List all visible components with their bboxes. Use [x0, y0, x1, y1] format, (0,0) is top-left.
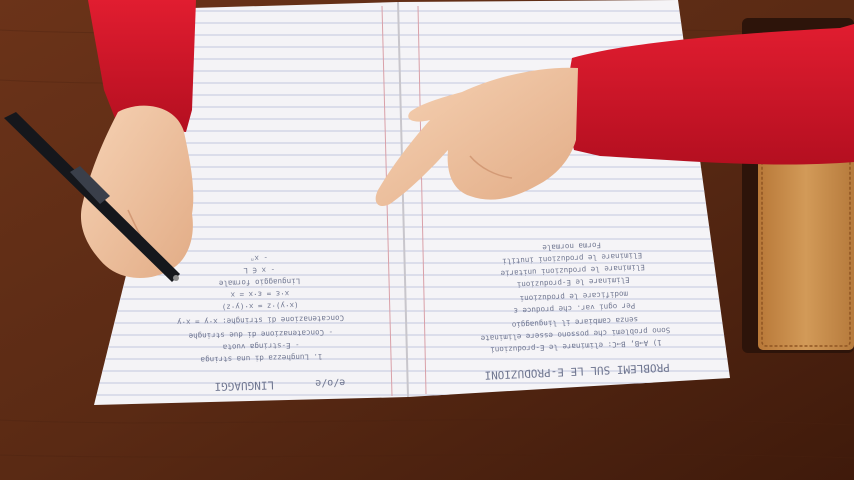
left-line-1: - E-stringa vuota: [222, 340, 300, 352]
right-line-7: Eliminare le produzioni inutili: [502, 250, 643, 266]
right-line-3: Per ogni var. che produce ε: [513, 301, 636, 316]
left-line-8: - xⁿ: [249, 253, 269, 263]
left-page-heading-suffix: e/o/e: [314, 376, 346, 389]
right-line-0: 1) A→B, B→C: eliminare le E-produzioni: [490, 338, 662, 355]
right-line-4: modificare le produzioni: [519, 289, 629, 304]
left-line-0: 1. Lunghezza di una stringa: [200, 352, 323, 365]
right-page-heading: PROBLEMI SUL LE E-PRODUZIONI: [484, 360, 671, 382]
left-line-4: (x·y)·z = x·(y·z): [221, 300, 299, 312]
right-line-1: Sono problemi che possono essere eliminate: [480, 325, 671, 343]
right-line-8: Forma normale: [542, 240, 602, 253]
left-line-5: x·ε = ε·x = x: [230, 288, 290, 300]
right-line-2: senza cambiare il linguaggio: [511, 315, 639, 330]
right-line-5: Eliminare le E-produzioni: [516, 275, 630, 290]
left-page-heading: LINGUAGGI: [214, 378, 275, 393]
left-line-2: - Concatenazione di due stringhe: [188, 327, 334, 341]
right-line-6: Eliminare le produzioni unitarie: [500, 262, 646, 279]
left-line-7: - x ∈ L: [243, 265, 276, 276]
left-line-3: Concatenazione di stringhe: x·y = x·y: [176, 313, 345, 327]
left-line-6: Linguaggio formale: [218, 276, 301, 288]
